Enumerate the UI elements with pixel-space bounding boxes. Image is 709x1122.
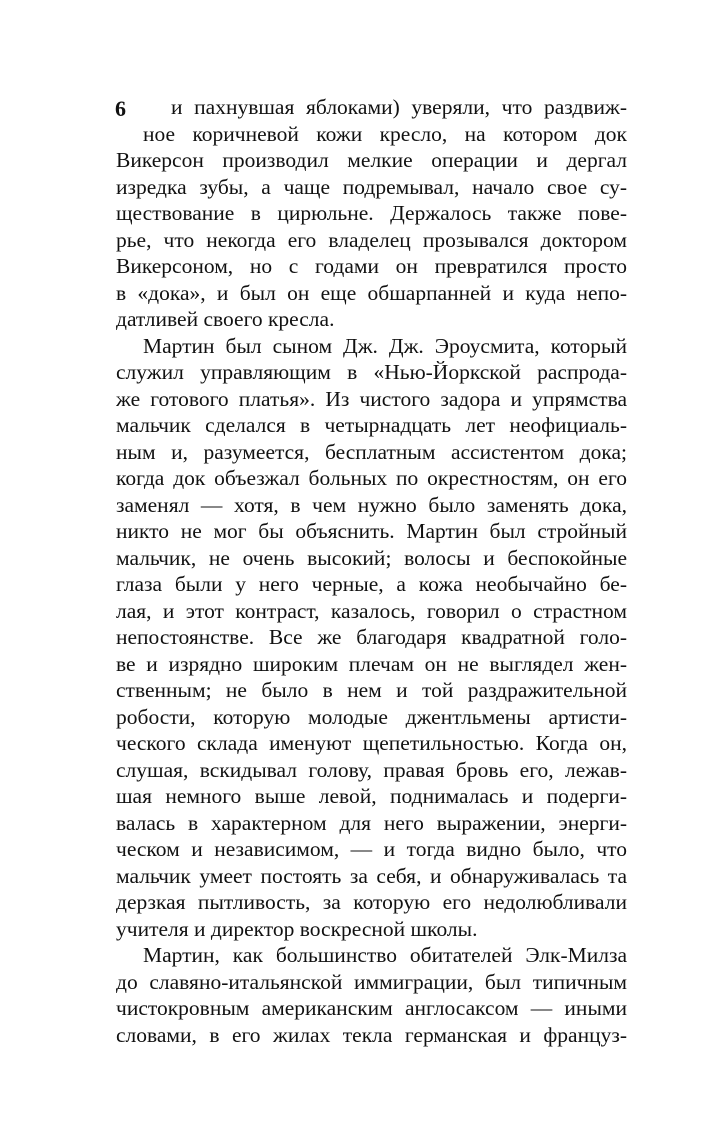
text-line: учителя и директор воскресной школы. [116,916,478,941]
text-line: служил управляющим в «Нью-Йоркской распрода- [116,360,627,384]
text-line: глаза были у него черные, а кожа необычайно бе- [116,572,627,596]
text-line: Викерсоном, но с годами он превратился просто [116,254,627,278]
text-line: слушая, вскидывал голову, правая бровь его, лежав- [116,757,627,782]
text-line: ственным; не было в нем и той раздражительной [116,678,627,702]
page-number: 6 [115,96,126,121]
text-line: ве и изрядно широким плечам он не выглядел жен- [116,651,627,676]
body-text [116,94,627,1048]
text-line: же готового платья». Из чистого задора и упрямства [116,386,627,411]
text-line: изредка зубы, а чаще подремывал, начало свое су- [116,174,627,199]
text-line: чистокровным американским англосаксом — иными [116,996,627,1020]
text-line: валась в характерном для него выражении, энерги- [116,810,627,835]
text-line: рье, что некогда его владелец прозывался доктором [116,227,627,252]
text-line: непостоянстве. Все же благодаря квадратной голо- [116,625,627,649]
text-line: когда док объезжал больных по окрестностям, он его [116,466,627,490]
text-line: ческом и независимом, — и тогда видно было, что [116,837,627,861]
text-line: Мартин, как большинство обитателей Элк-Милза [143,943,627,967]
text-line: Мартин был сыном Дж. Дж. Эроусмита, который [143,333,627,358]
text-line: словами, в его жилах текла германская и француз- [116,1022,627,1047]
text-line: шая немного выше левой, поднималась и подерги- [116,784,627,808]
text-line: датливей своего кресла. [116,307,335,331]
text-line: и пахнувшая яблоками) уверяли, что раздвиж- [171,95,627,119]
text-line: мальчик умеет постоять за себя, и обнаруживалась та [116,863,627,888]
text-line: ным и, разумеется, бесплатным ассистентом дока; [116,439,627,464]
text-line: до славяно-итальянской иммиграции, был типичным [116,969,627,994]
text-line: ческого склада именуют щепетильностью. Когда он, [116,731,627,755]
text-line: ное коричневой кожи кресло, на котором док [143,121,627,146]
text-line: робости, которую молодые джентльмены артисти- [116,704,627,729]
text-line: никто не мог бы объяснить. Мартин был стройный [116,519,627,543]
text-line: заменял — хотя, в чем нужно было заменять дока, [116,492,627,517]
text-line: мальчик, не очень высокий; волосы и беспокойные [116,545,627,570]
text-line: мальчик сделался в четырнадцать лет неофициаль- [116,413,627,437]
text-line: в «дока», и был он еще обшарпанней и куда непо- [116,280,627,305]
text-line: дерзкая пытливость, за которую его недолюбливали [116,890,627,914]
text-line: Викерсон производил мелкие операции и дергал [116,148,627,172]
text-line: ществование в цирюльне. Держалось также пове- [116,201,627,225]
text-line: лая, и этот контраст, казалось, говорил о страстном [116,598,627,623]
